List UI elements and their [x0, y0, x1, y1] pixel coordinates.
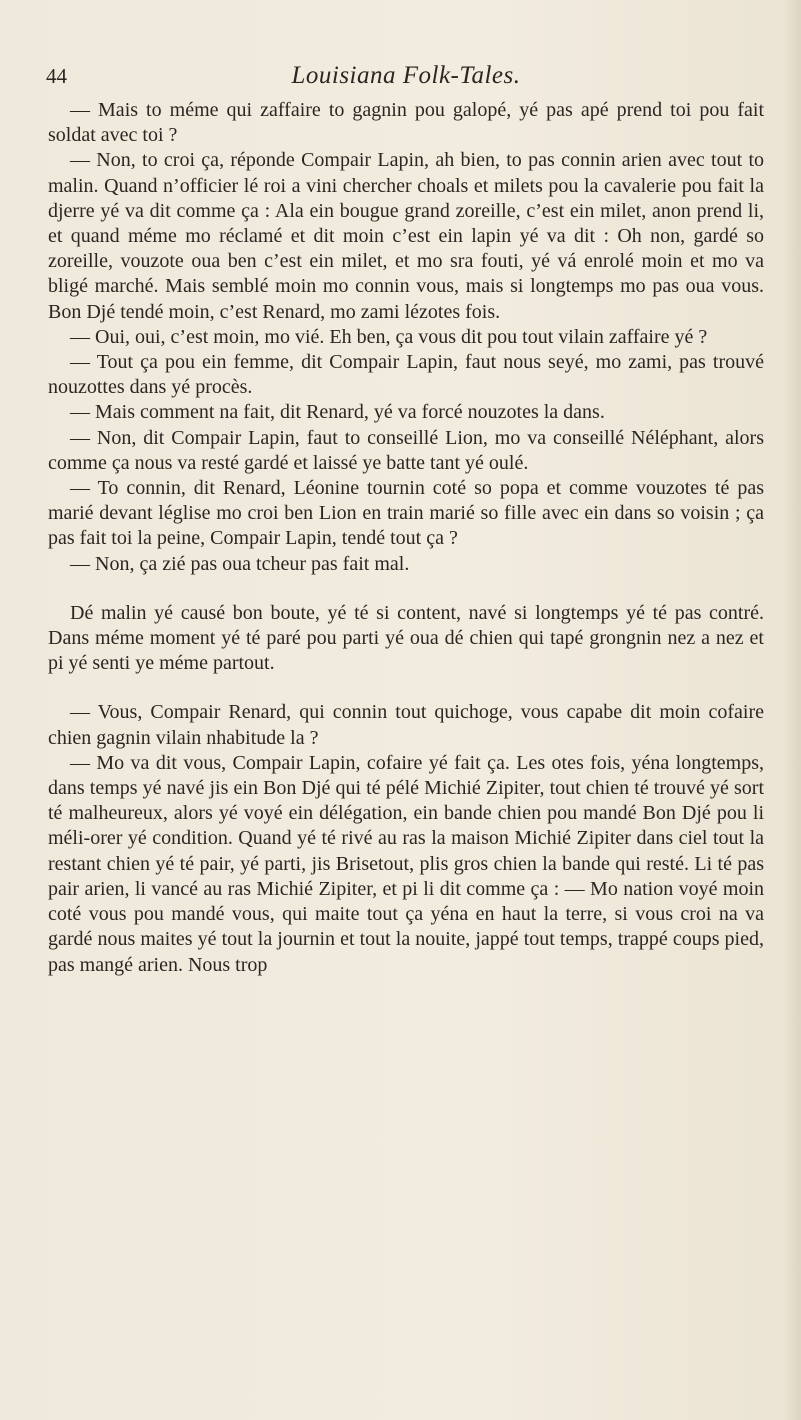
- paragraph: — Oui, oui, c’est moin, mo vié. Eh ben, ça vous dit pou tout vilain zaffaire yé ?: [70, 325, 708, 348]
- page-edge-shadow: [783, 0, 801, 1420]
- body-text: [48, 98, 764, 978]
- paragraph: — Mais comment na fait, dit Renard, yé va forcé nouzotes la dans.: [70, 401, 605, 424]
- paragraph: — Mais to méme qui zaffaire to gagnin pou galopé, yé pas apé prend toi pou fait soldat avec toi ?: [48, 99, 764, 147]
- paragraph: — Vous, Compair Renard, qui connin tout quichoge, vous capabe dit moin cofaire chien gagnin vilain nhabitude la ?: [48, 701, 764, 749]
- paragraph: — Mo va dit vous, Compair Lapin, cofaire yé fait ça. Les otes fois, yéna longtemps, dans temps yé navé jis ein Bon Djé qui té pélé Michié Zipiter, tout chien té trouvé yé sort té malheureux, alors yé voyé ein délégation, ein bande chien pou mandé Bon Djé pou li méli-orer yé condition. Quand yé té rivé au ras la maison Michié Zipiter dans ciel tout la restant chien yé té pair, yé parti, jis Brisetout, plis gros chien la bande qui resté. Li té pas pair arien, li vancé au ras Michié Zipiter, et pi li dit comme ça : — Mo nation voyé moin coté vous pou mandé vous, qui maite tout ça yéna en haut la terre, si vous croi na va gardé nous maites yé tout la journin et tout la nouite, jappé tout temps, trappé coups pied, pas mangé arien. Nous trop: [48, 751, 764, 976]
- paragraph: — To connin, dit Renard, Léonine tournin coté so popa et comme vouzotes té pas marié devant léglise mo croi ben Lion en train marié so fille avec ein dans so voisin ; ça pas fait toi la peine, Compair Lapin, tendé tout ça ?: [48, 477, 764, 550]
- paragraph: — Non, dit Compair Lapin, faut to conseillé Lion, mo va conseillé Néléphant, alors comme ça nous va resté gardé et laissé ye batte tant yé oulé.: [48, 426, 764, 474]
- page-number: 44: [46, 64, 67, 88]
- paragraph: — Non, to croi ça, réponde Compair Lapin, ah bien, to pas connin arien avec tout to malin. Quand n’officier lé roi a vini chercher choals et milets pou la cavalerie pou fait la djerre yé va dit comme ça : Ala ein bougue grand zoreille, c’est ein milet, anon prend li, et quand méme mo réclamé et dit moin c’est ein lapin yé va dit : Oh non, gardé so zoreille, vouzote oua ben c’est ein milet, et mo sra fouti, yé vá enrolé moin et mo va bligé marché. Mais semblé moin mo connin vous, mais si longtemps mo pas oua vous. Bon Djé tendé moin, c’est Renard, mo zami lézotes fois.: [48, 149, 764, 323]
- paragraph: — Non, ça zié pas oua tcheur pas fait mal.: [70, 552, 410, 575]
- paragraph: — Tout ça pou ein femme, dit Compair Lapin, faut nous seyé, mo zami, pas trouvé nouzottes dans yé procès.: [48, 351, 764, 399]
- paragraph: Dé malin yé causé bon boute, yé té si content, navé si longtemps yé té pas contré. Dans méme moment yé té paré pou parti yé oua dé chien qui tapé grongnin nez a nez et pi yé senti ye méme partout.: [48, 601, 764, 675]
- page-header: [46, 58, 766, 98]
- running-head: Louisiana Folk-Tales.: [291, 62, 521, 89]
